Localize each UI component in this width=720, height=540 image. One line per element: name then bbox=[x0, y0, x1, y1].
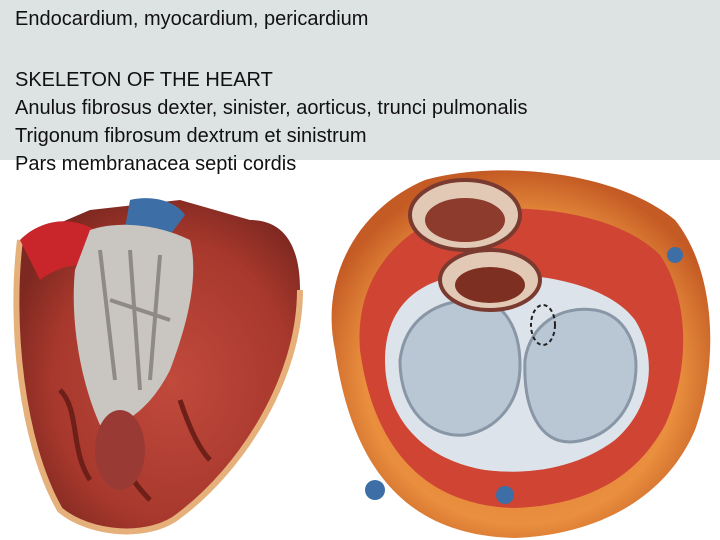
heading: Endocardium, myocardium, pericardium bbox=[15, 8, 369, 30]
heart-section-illustration bbox=[0, 180, 310, 540]
section-title: SKELETON OF THE HEART bbox=[15, 69, 273, 91]
heart-base-illustration bbox=[315, 160, 720, 540]
text-line: Trigonum fibrosum dextrum et sinistrum bbox=[15, 125, 367, 147]
text-line: Pars membranacea septi cordis bbox=[15, 153, 297, 175]
text-line: Anulus fibrosus dexter, sinister, aorticus, trunci pulmonalis bbox=[15, 97, 528, 119]
